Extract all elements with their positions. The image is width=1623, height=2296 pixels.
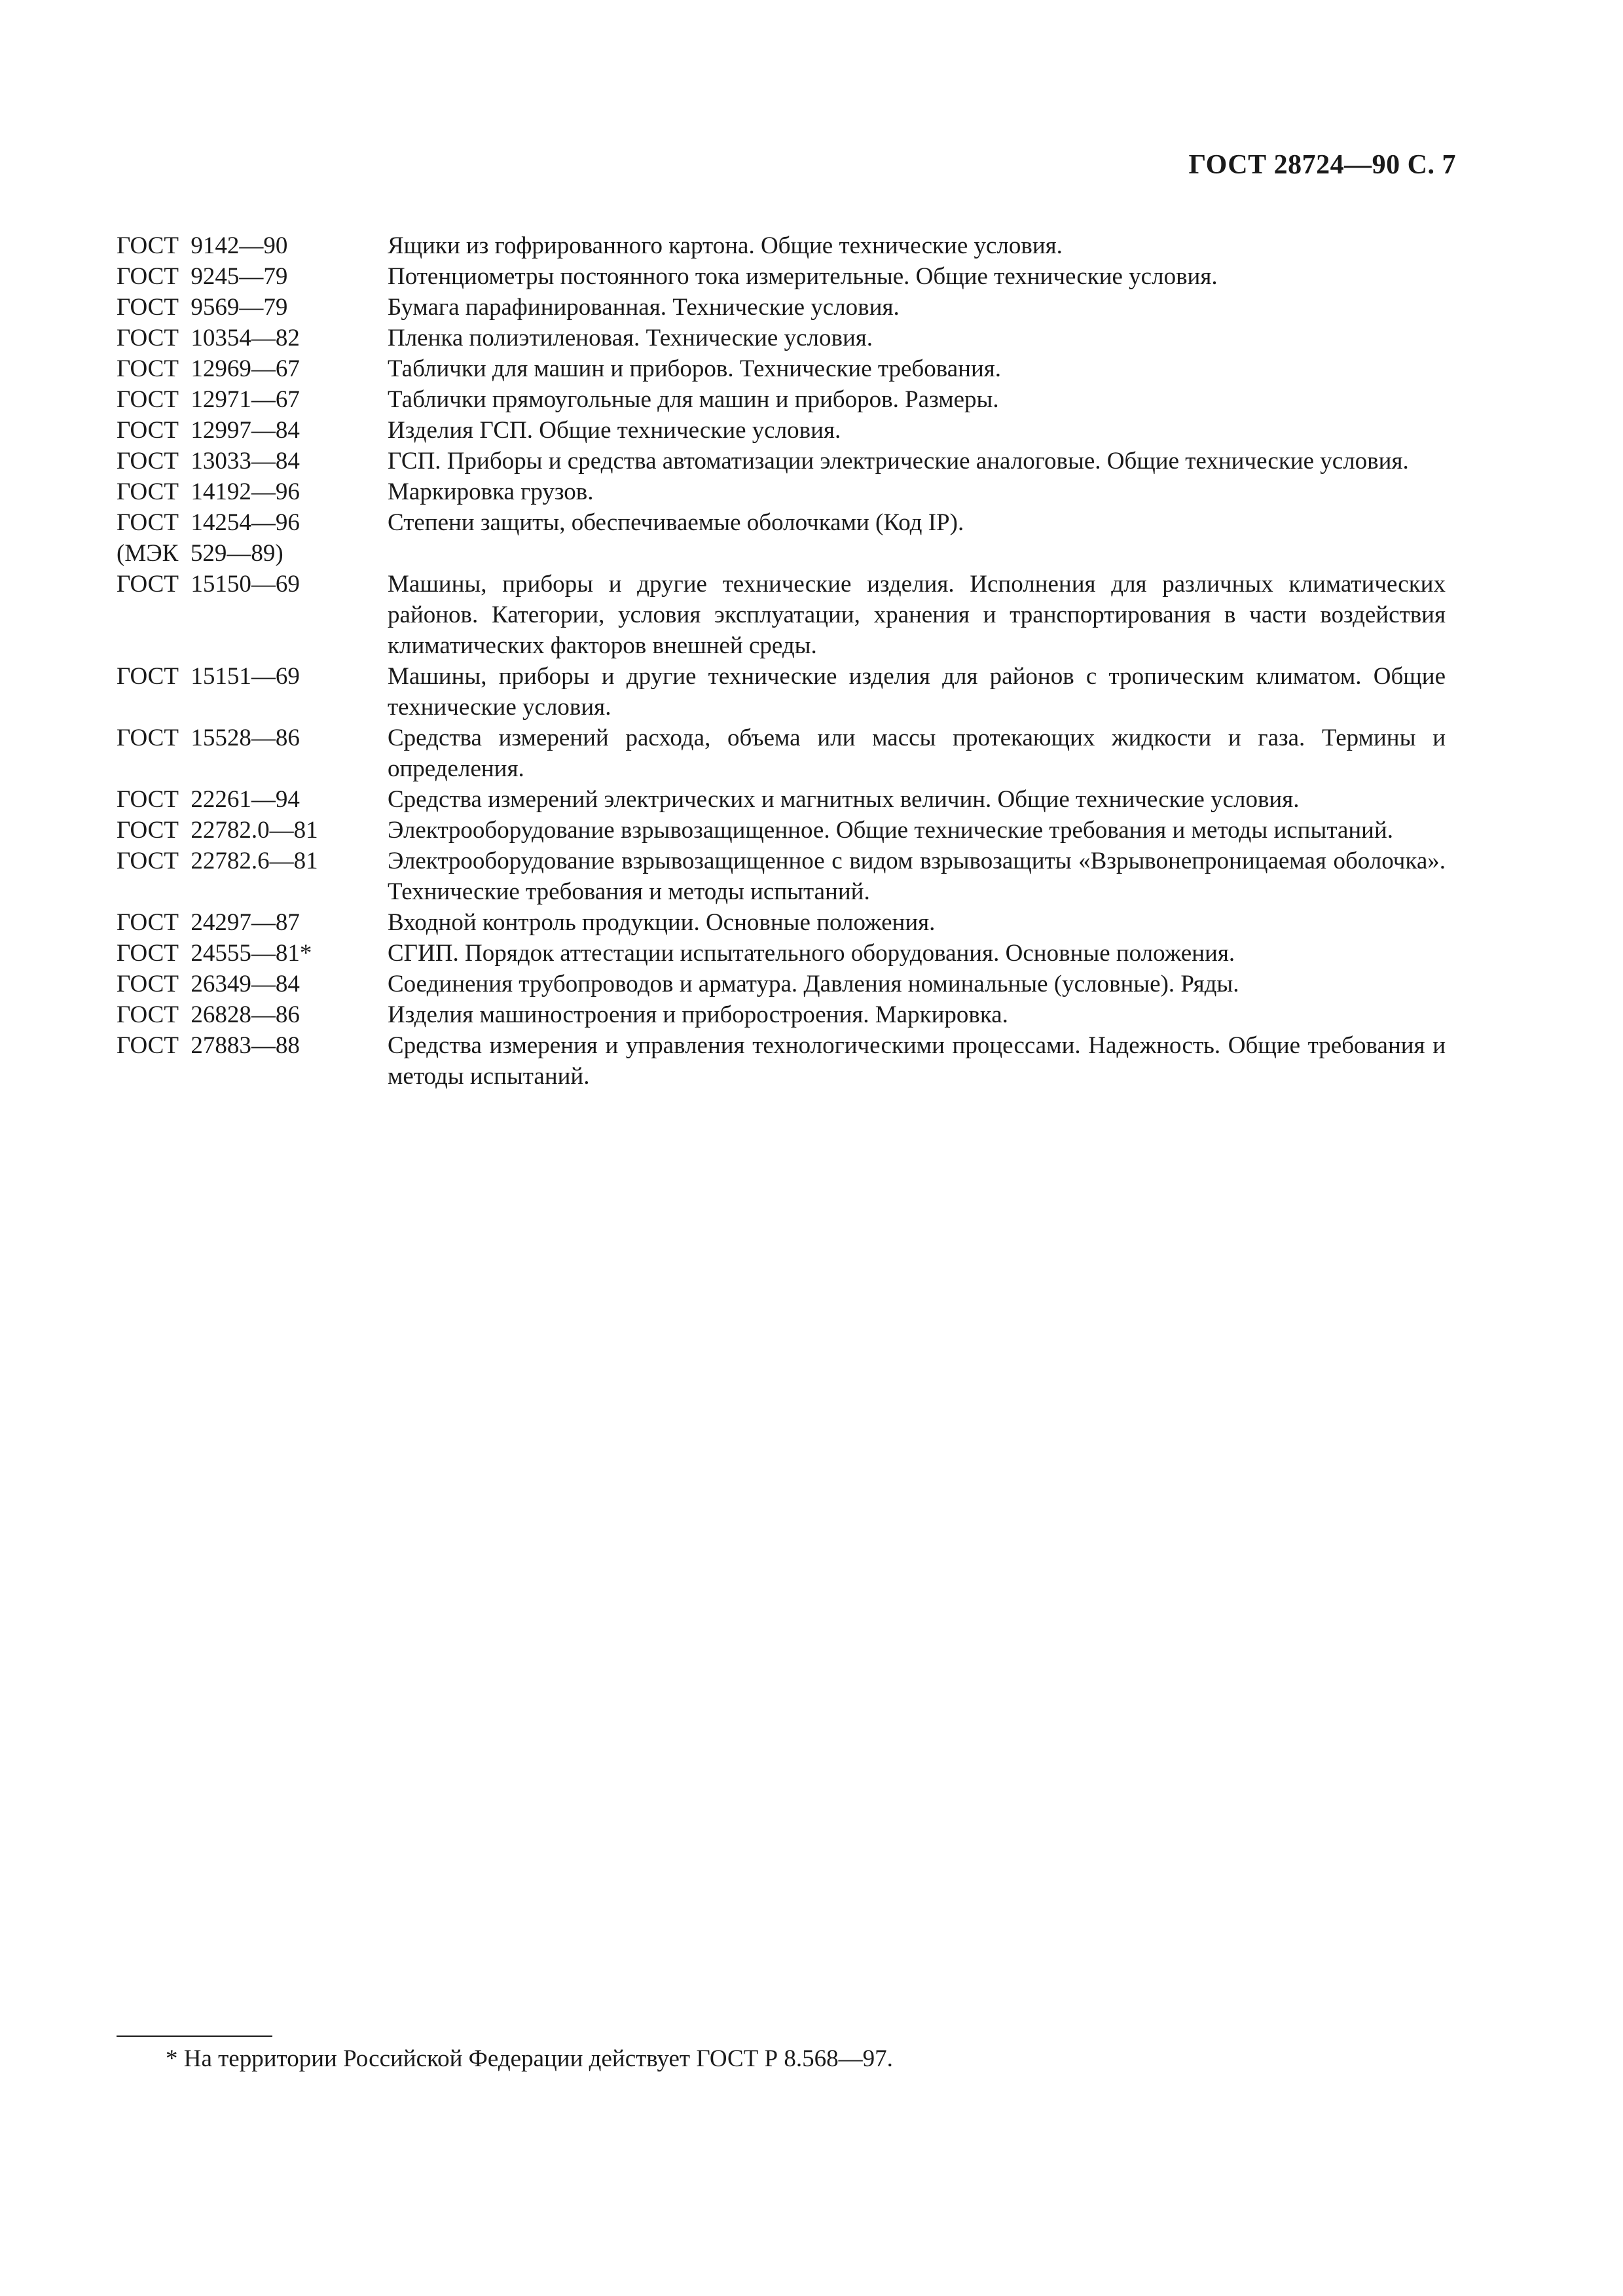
reference-code: ГОСТ 27883—88 — [117, 1032, 300, 1059]
reference-code: ГОСТ 14192—96 — [117, 478, 300, 505]
reference-title: Машины, приборы и другие технические изделия. Исполнения для различных климатических районов. Категории, условия эксплуатации, хранения и транспортирования в части воздействия климатических факторов внешней среды. — [388, 571, 1446, 659]
reference-code: ГОСТ 9569—79 — [117, 294, 288, 321]
reference-code: ГОСТ 15528—86 — [117, 725, 300, 751]
reference-code: ГОСТ 15151—69 — [117, 663, 300, 690]
reference-code: ГОСТ 26828—86 — [117, 1001, 300, 1028]
reference-title: Бумага парафинированная. Технические условия. — [388, 294, 900, 321]
footnote: * На территории Российской Федерации действует ГОСТ Р 8.568—97. — [166, 2045, 893, 2072]
reference-row — [117, 1030, 1446, 1092]
reference-code: ГОСТ 13033—84 — [117, 448, 300, 475]
reference-code: ГОСТ 10354—82 — [117, 325, 300, 351]
reference-row — [117, 569, 1446, 661]
reference-title: Машины, приборы и другие технические изделия для районов с тропическим климатом. Общие технические условия. — [388, 663, 1446, 721]
reference-row — [117, 476, 1446, 507]
reference-code: ГОСТ 9245—79 — [117, 263, 288, 290]
reference-row — [117, 815, 1446, 846]
reference-row — [117, 723, 1446, 784]
reference-row — [117, 507, 1446, 569]
reference-row — [117, 446, 1446, 476]
reference-row — [117, 353, 1446, 384]
reference-row — [117, 938, 1446, 969]
reference-title: Входной контроль продукции. Основные положения. — [388, 909, 936, 936]
reference-code: ГОСТ 14254—96 (МЭК 529—89) — [117, 509, 300, 567]
reference-code: ГОСТ 9142—90 — [117, 232, 288, 259]
page-header: ГОСТ 28724—90 С. 7 — [1188, 150, 1456, 180]
reference-title: Изделия ГСП. Общие технические условия. — [388, 417, 841, 444]
reference-code: ГОСТ 22782.6—81 — [117, 848, 318, 874]
reference-row — [117, 661, 1446, 723]
reference-row — [117, 846, 1446, 907]
reference-title: Таблички прямоугольные для машин и приборов. Размеры. — [388, 386, 999, 413]
reference-title: Средства измерений электрических и магнитных величин. Общие технические условия. — [388, 786, 1300, 813]
reference-row — [117, 292, 1446, 323]
reference-code: ГОСТ 26349—84 — [117, 971, 300, 997]
reference-code: ГОСТ 22782.0—81 — [117, 817, 318, 844]
reference-title: Изделия машиностроения и приборостроения. Маркировка. — [388, 1001, 1008, 1028]
reference-title: Средства измерения и управления технологическими процессами. Надежность. Общие требования и методы испытаний. — [388, 1032, 1446, 1090]
reference-title: Таблички для машин и приборов. Технические требования. — [388, 355, 1002, 382]
reference-row — [117, 230, 1446, 261]
reference-title: Электрооборудование взрывозащищенное. Общие технические требования и методы испытаний. — [388, 817, 1394, 844]
reference-title: Ящики из гофрированного картона. Общие технические условия. — [388, 232, 1063, 259]
reference-code: ГОСТ 24297—87 — [117, 909, 300, 936]
reference-code: ГОСТ 15150—69 — [117, 571, 300, 598]
reference-row — [117, 323, 1446, 353]
reference-title: Потенциометры постоянного тока измерительные. Общие технические условия. — [388, 263, 1218, 290]
reference-code: ГОСТ 12971—67 — [117, 386, 300, 413]
reference-code: ГОСТ 12997—84 — [117, 417, 300, 444]
reference-row — [117, 261, 1446, 292]
reference-title: Соединения трубопроводов и арматура. Давления номинальные (условные). Ряды. — [388, 971, 1239, 997]
reference-title: Электрооборудование взрывозащищенное с видом взрывозащиты «Взрывонепроницаемая оболочка». Технические требования и методы испытаний. — [388, 848, 1446, 905]
reference-code: ГОСТ 12969—67 — [117, 355, 300, 382]
reference-row — [117, 907, 1446, 938]
reference-title: ГСП. Приборы и средства автоматизации электрические аналоговые. Общие технические условия. — [388, 448, 1409, 475]
reference-title: Средства измерений расхода, объема или массы протекающих жидкости и газа. Термины и определения. — [388, 725, 1446, 782]
reference-row — [117, 784, 1446, 815]
reference-title: Маркировка грузов. — [388, 478, 594, 505]
reference-row — [117, 384, 1446, 415]
reference-row — [117, 969, 1446, 999]
reference-row — [117, 999, 1446, 1030]
reference-row — [117, 415, 1446, 446]
reference-title: Степени защиты, обеспечиваемые оболочками (Код IP). — [388, 509, 964, 536]
reference-list — [117, 230, 1446, 1092]
footnote-divider — [117, 2036, 272, 2037]
reference-title: Пленка полиэтиленовая. Технические условия. — [388, 325, 873, 351]
reference-title: СГИП. Порядок аттестации испытательного оборудования. Основные положения. — [388, 940, 1235, 967]
reference-code: ГОСТ 22261—94 — [117, 786, 300, 813]
reference-code: ГОСТ 24555—81* — [117, 940, 312, 967]
